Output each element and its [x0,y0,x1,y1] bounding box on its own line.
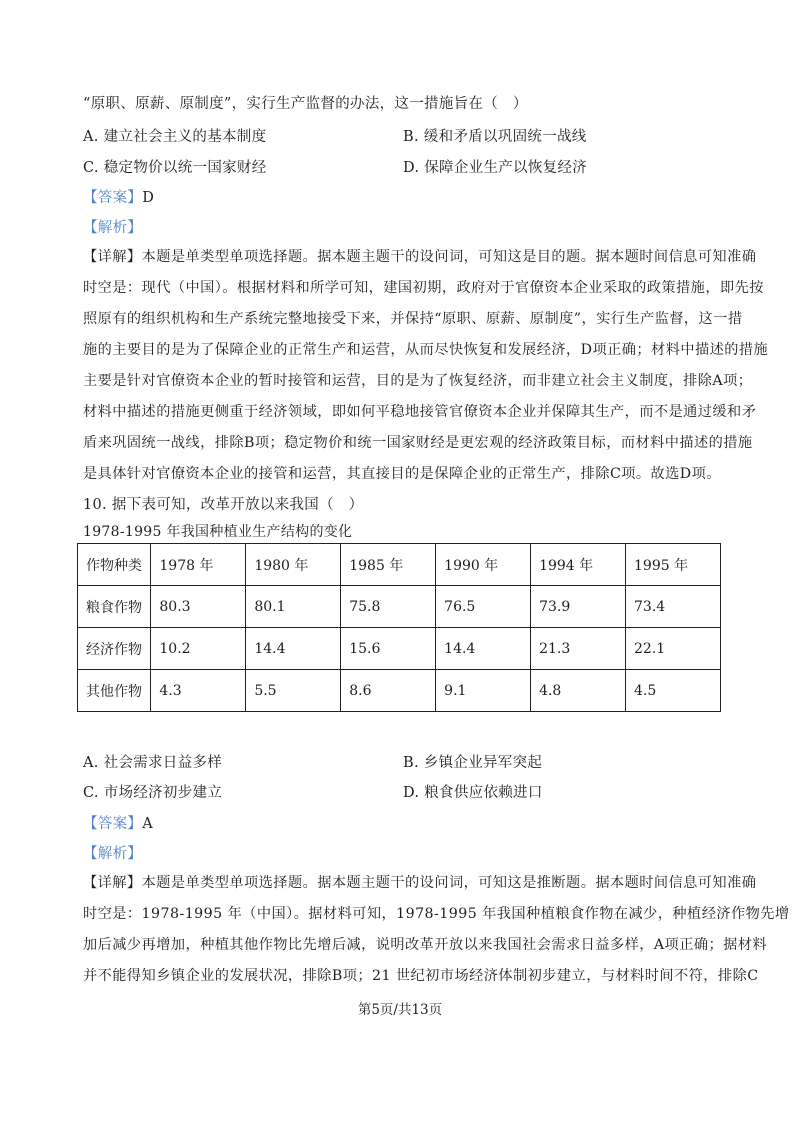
option-text: 粮食供应依赖进口 [424,785,543,801]
option-label: B. [403,755,419,771]
q10-detail-line: 并不能得知乡镇企业的发展状况，排除B项；21 世纪初市场经济体制初步建立，与材料时间不符，排除C [83,968,759,984]
table-cell: 粮食作物 [78,586,151,628]
table-cell: 8.6 [341,670,436,712]
detail-text: 本题是单类型单项选择题。据本题主题干的设问词，可知这是目的题。据本题时间信息可知准确 [141,249,757,265]
table-cell: 22.1 [626,628,721,670]
detail-tag: 【详解】 [83,249,142,265]
analysis-tag: 【解析】 [83,220,143,236]
q9-analysis-heading [83,216,142,237]
table-header-row [78,544,721,586]
q9-detail-line: 材料中描述的措施更侧重于经济领域，即如何平稳地接管官僚资本企业并保障其生产，而不是通过缓和矛 [83,404,757,420]
q10-analysis-heading [83,842,142,863]
option-label: D. [403,160,420,176]
table-header-cell: 1980 年 [246,544,341,586]
table-cell: 15.6 [341,628,436,670]
table-caption: 1978-1995 年我国种植业生产结构的变化 [83,524,353,540]
table-cell: 73.9 [531,586,626,628]
answer-value: D [142,190,155,206]
table-cell: 14.4 [436,628,531,670]
q10-detail-line: 时空是：1978-1995 年（中国）。据材料可知，1978-1995 年我国种植粮食作物在减少，种植经济作物先增 [83,906,790,922]
q9-option-b [403,125,587,146]
detail-tag: 【详解】 [83,875,142,891]
q9-detail-line [83,246,757,266]
table-cell: 21.3 [531,628,626,670]
answer-tag: 【答案】 [83,190,143,206]
q10-option-c [83,781,222,802]
option-label: C. [83,160,99,176]
option-text: 稳定物价以统一国家财经 [103,160,267,176]
table-cell: 经济作物 [78,628,151,670]
option-label: A. [83,129,99,145]
q9-detail-line: 照原有的组织机构和生产系统完整地接受下来，并保持“原职、原薪、原制度”，实行生产监督，这一措 [83,311,743,327]
table-row [78,628,721,670]
table-cell: 其他作物 [78,670,151,712]
q10-detail-line: 加后减少再增加，种植其他作物比先增后减，说明改革开放以来我国社会需求日益多样，A项正确；据材料 [83,937,768,953]
table-header-cell: 1990 年 [436,544,531,586]
q10-option-a [83,751,222,772]
crop-structure-table [77,543,721,712]
option-text: 市场经济初步建立 [103,785,223,801]
option-text: 社会需求日益多样 [103,755,223,771]
option-label: A. [83,755,99,771]
page-number: 第5页/共13页 [357,1002,443,1018]
answer-value: A [142,816,153,832]
table-row [78,670,721,712]
table-header-cell: 作物种类 [78,544,151,586]
q10-option-b [403,751,542,772]
q9-detail-line: 时空是：现代（中国）。根据材料和所学可知，建国初期，政府对于官僚资本企业采取的政策措施，即先按 [83,280,764,296]
q9-detail-line: 盾来巩固统一战线，排除B项；稳定物价和统一国家财经是更宏观的经济政策目标，而材料中描述的措施 [83,435,753,451]
option-text: 乡镇企业异军突起 [423,755,543,771]
table-cell: 14.4 [246,628,341,670]
q9-stem-tail: “原职、原薪、原制度”，实行生产监督的办法，这一措施旨在（ ） [83,96,528,112]
option-text: 保障企业生产以恢复经济 [424,160,588,176]
q10-detail-line [83,872,757,892]
analysis-tag: 【解析】 [83,846,143,862]
q10-stem: 10. 据下表可知，改革开放以来我国（ ） [83,497,364,513]
table-cell: 75.8 [341,586,436,628]
option-label: C. [83,785,99,801]
table-cell: 9.1 [436,670,531,712]
option-label: B. [403,129,419,145]
table-header-cell: 1985 年 [341,544,436,586]
table-header-cell: 1978 年 [151,544,246,586]
q9-option-c [83,156,267,177]
table-header-cell: 1994 年 [531,544,626,586]
q9-option-a [83,125,266,146]
q10-option-d [403,781,543,802]
q9-answer [83,186,154,207]
table-cell: 76.5 [436,586,531,628]
table-cell: 4.3 [151,670,246,712]
q9-detail-line: 主要是针对官僚资本企业的暂时接管和运营，目的是为了恢复经济，而非建立社会主义制度，排除A项； [83,373,753,389]
table-cell: 73.4 [626,586,721,628]
table-cell: 10.2 [151,628,246,670]
option-text: 缓和矛盾以巩固统一战线 [423,129,587,145]
q9-detail-line: 是具体针对官僚资本企业的接管和运营，其直接目的是保障企业的正常生产，排除C项。故选D项。 [83,466,721,482]
table-row [78,586,721,628]
table-cell: 80.1 [246,586,341,628]
option-label: D. [403,785,420,801]
table-cell: 4.5 [626,670,721,712]
table-header-cell: 1995 年 [626,544,721,586]
detail-text: 本题是单类型单项选择题。据本题主题干的设问词，可知这是推断题。据本题时间信息可知准确 [141,875,757,891]
table-cell: 80.3 [151,586,246,628]
q9-detail-line: 施的主要目的是为了保障企业的正常生产和运营，从而尽快恢复和发展经济，D项正确；材料中描述的措施 [83,342,769,358]
answer-tag: 【答案】 [83,816,143,832]
q10-answer [83,812,153,833]
q9-option-d [403,156,587,177]
option-text: 建立社会主义的基本制度 [103,129,267,145]
table-cell: 4.8 [531,670,626,712]
table-cell: 5.5 [246,670,341,712]
